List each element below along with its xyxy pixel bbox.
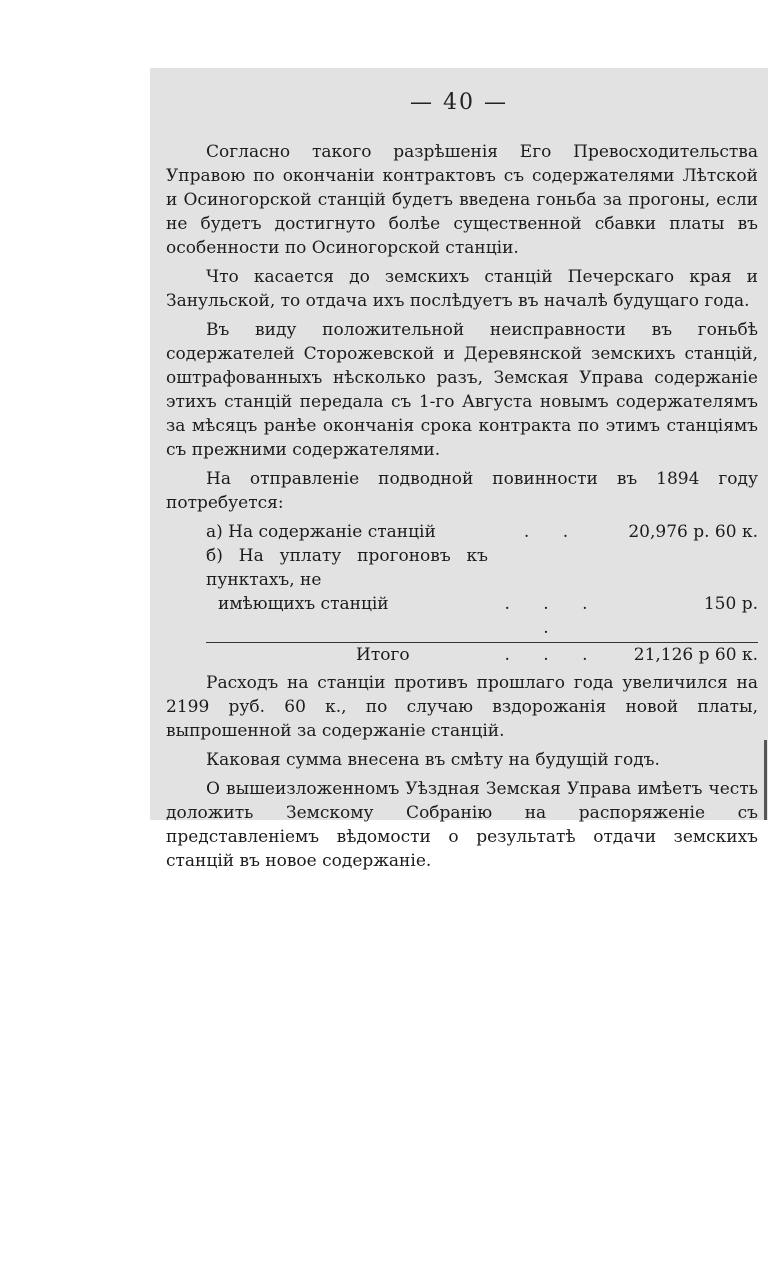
- expense-item: [206, 520, 758, 544]
- paragraph: Каковая сумма внесена въ смѣту на будущій годъ.: [206, 750, 660, 770]
- expense-label: а) На содержаніе станцій: [206, 522, 436, 542]
- paragraph: Согласно такого разрѣшенія Его Превосходительства Управою по окончаніи контрактовъ съ содержателями Лѣтской и Осиногорской станцій будетъ введена гоньба за прогоны, если не будетъ достигнуто болѣе существенной сбавки платы въ особенности по Осиногорской станціи.: [166, 142, 758, 258]
- total-label: Итого: [356, 645, 410, 665]
- expense-item: [206, 544, 758, 592]
- expense-item: [206, 592, 758, 640]
- page-number: — 40 —: [410, 90, 508, 115]
- expense-amount: [618, 544, 758, 592]
- total-row: [206, 642, 758, 667]
- expense-label: б) На уплату прогоновъ къ пунктахъ, не: [206, 546, 488, 590]
- page-edge-mark: [764, 740, 767, 820]
- leader-dots: . . . .: [504, 594, 602, 638]
- document-page: [150, 68, 768, 871]
- leader-dots: [488, 544, 618, 592]
- expense-label: имѣющихъ станцій: [218, 594, 389, 614]
- paragraph: Расходъ на станціи противъ прошлаго года увеличился на 2199 руб. 60 к., по случаю вздорожанія новой платы, выпрошенной за содержаніе станцій.: [166, 673, 758, 741]
- document-body: [166, 140, 758, 878]
- paragraph: Что касается до земскихъ станцій Печерскаго края и Занульской, то отдача ихъ послѣдуетъ въ началѣ будущаго года.: [166, 267, 758, 311]
- paragraph: На отправленіе подводной повинности въ 1894 году потребуется:: [166, 469, 758, 513]
- expense-list: [166, 520, 758, 667]
- leader-dots: . . .: [504, 645, 602, 665]
- expense-amount: 20,976 р. 60 к.: [628, 522, 758, 542]
- leader-dots: . .: [523, 522, 583, 542]
- total-amount: 21,126 р 60 к.: [633, 645, 758, 665]
- paragraph: О вышеизложенномъ Уѣздная Земская Управа имѣетъ честь доложить Земскому Собранію на распоряженіе съ представленіемъ вѣдомости о результатѣ отдачи земскихъ станцій въ новое содержаніе.: [166, 779, 758, 871]
- expense-amount: 150 р.: [703, 594, 758, 614]
- paragraph: Въ виду положительной неисправности въ гоньбѣ содержателей Сторожевской и Деревянской земскихъ станцій, оштрафованныхъ нѣсколько разъ, Земская Управа содержаніе этихъ станцій передала съ 1-го Августа новымъ содержателямъ за мѣсяцъ ранѣе окончанія срока контракта по этимъ станціямъ съ прежними содержателями.: [166, 320, 758, 460]
